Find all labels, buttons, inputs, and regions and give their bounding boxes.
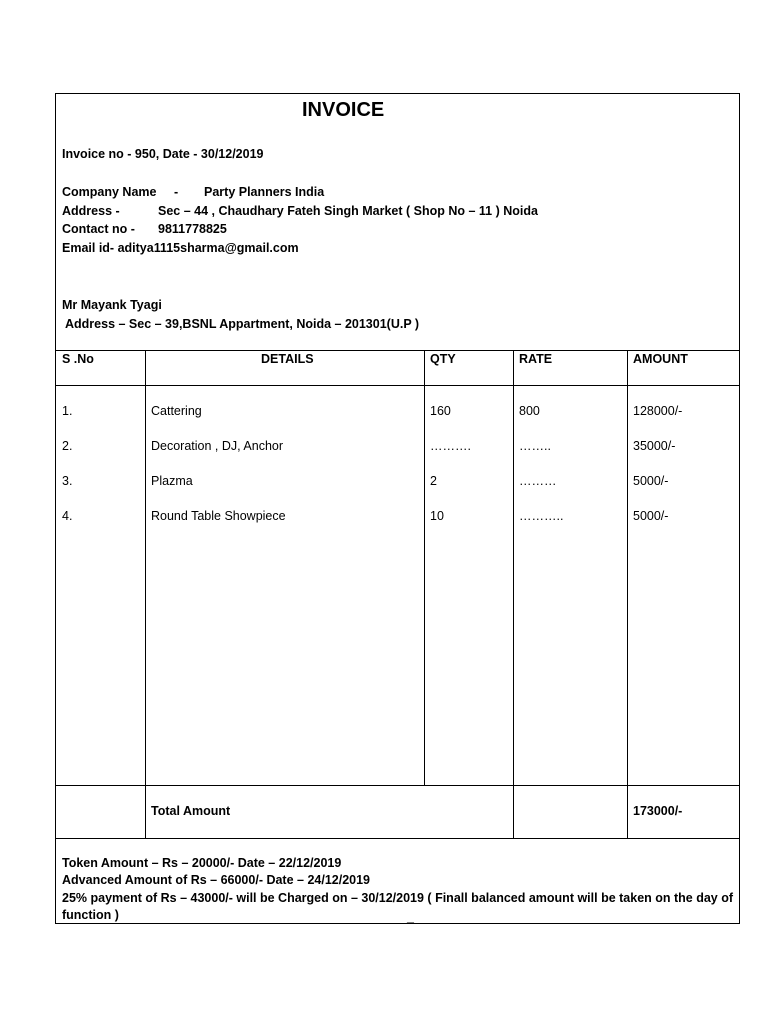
email-line: Email id- aditya1115sharma@gmail.com [62,241,299,255]
customer-name: Mr Mayank Tyagi [62,298,162,312]
balance-payment-line-cont: function ) [62,908,119,922]
total-amount-label: Total Amount [151,804,231,818]
contact-label: Contact no - [62,222,135,236]
total-amount-value: 173000/- [633,804,683,818]
row-4-qty: 10 [430,509,444,523]
token-amount-line: Token Amount – Rs – 20000/- Date – 22/12/2019 [62,856,342,870]
company-address-label: Address - [62,204,120,218]
invoice-sheet [55,93,740,924]
total-bottom-border [56,838,739,839]
row-3-amount: 5000/- [633,474,669,488]
row-1-details: Cattering [151,404,202,418]
row-3-details: Plazma [151,474,193,488]
invoice-title: INVOICE [302,99,385,121]
row-2-details: Decoration , DJ, Anchor [151,439,284,453]
row-4-details: Round Table Showpiece [151,509,286,523]
row-3-sno: 3. [62,474,73,488]
header-qty: QTY [430,352,456,366]
row-2-rate: …….. [519,439,551,453]
column-divider-details [145,350,146,838]
row-1-sno: 1. [62,404,73,418]
row-1-rate: 800 [519,404,540,418]
row-3-rate: ……… [519,474,557,488]
row-4-rate: ……….. [519,509,564,523]
row-2-amount: 35000/- [633,439,676,453]
body-bottom-border [56,785,739,786]
row-1-qty: 160 [430,404,451,418]
column-divider-amount [627,350,628,838]
row-4-amount: 5000/- [633,509,669,523]
company-name: Party Planners India [204,185,325,199]
row-2-sno: 2. [62,439,73,453]
row-3-qty: 2 [430,474,437,488]
row-2-qty: ………. [430,439,471,453]
company-address: Sec – 44 , Chaudhary Fateh Singh Market ( Shop No – 11 ) Noida [158,204,538,218]
customer-address: Address – Sec – 39,BSNL Appartment, Noida – 201301(U.P ) [65,317,420,331]
advance-amount-line: Advanced Amount of Rs – 66000/- Date – 24/12/2019 [62,873,371,887]
header-sno: S .No [62,352,94,366]
column-divider-qty [424,350,425,785]
invoice-number-date: Invoice no - 950, Date - 30/12/2019 [62,147,264,161]
table-top-border [56,350,739,351]
balance-payment-line: 25% payment of Rs – 43000/- will be Charged on – 30/12/2019 ( Finall balanced amount will be taken on the day of [62,891,734,905]
contact-number: 9811778825 [158,222,227,236]
row-4-sno: 4. [62,509,73,523]
underscore-mark: _ [407,910,414,924]
header-amount: AMOUNT [633,352,688,366]
company-name-separator: - [174,185,179,199]
header-bottom-border [56,385,739,386]
row-1-amount: 128000/- [633,404,683,418]
company-name-label: Company Name [62,185,157,199]
column-divider-rate [513,350,514,838]
header-details: DETAILS [261,352,314,366]
header-rate: RATE [519,352,553,366]
